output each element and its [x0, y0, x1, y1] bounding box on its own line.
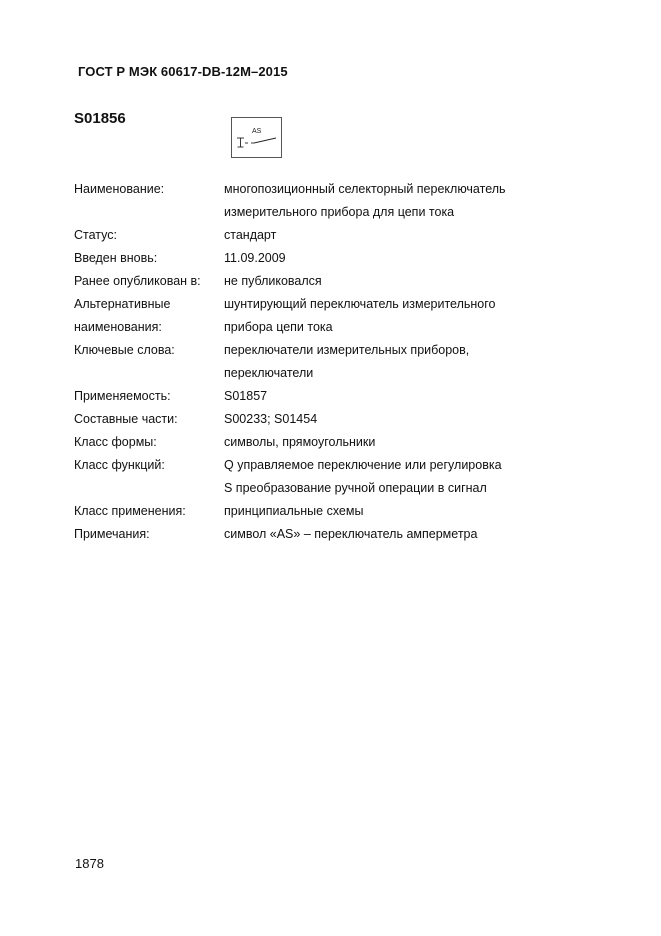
property-label-line: Класс применения: — [74, 504, 186, 518]
property-value — [224, 224, 554, 247]
property-value-line: шунтирующий переключатель измерительного — [224, 297, 496, 311]
property-label — [74, 339, 224, 385]
property-value — [224, 431, 554, 454]
property-value — [224, 247, 554, 270]
property-label-line: Класс функций: — [74, 458, 165, 472]
property-label — [74, 500, 224, 523]
property-label — [74, 454, 224, 500]
symbol-properties-table — [74, 178, 554, 546]
property-row — [74, 408, 554, 431]
property-label-line: наименования: — [74, 320, 162, 334]
property-label-line: Введен вновь: — [74, 251, 158, 265]
property-label-line: Наименование: — [74, 182, 165, 196]
property-row — [74, 454, 554, 500]
property-value-line: S01857 — [224, 389, 268, 403]
property-value-line: переключатели измерительных приборов, — [224, 343, 470, 357]
property-label-line: Примечания: — [74, 527, 150, 541]
property-row — [74, 431, 554, 454]
property-label — [74, 247, 224, 270]
property-value-line: прибора цепи тока — [224, 320, 333, 334]
property-label — [74, 385, 224, 408]
property-value-line: переключатели — [224, 366, 314, 380]
page-number: 1878 — [75, 856, 104, 871]
property-row — [74, 385, 554, 408]
property-label-line: Класс формы: — [74, 435, 157, 449]
property-label — [74, 224, 224, 247]
property-value-line: измерительного прибора для цепи тока — [224, 205, 455, 219]
property-value — [224, 178, 554, 224]
property-value — [224, 523, 554, 546]
property-row — [74, 500, 554, 523]
property-value-line: 11.09.2009 — [224, 251, 286, 265]
property-value — [224, 500, 554, 523]
property-value-line: принципиальные схемы — [224, 504, 364, 518]
property-row — [74, 224, 554, 247]
property-value-line: Q управляемое переключение или регулировка — [224, 458, 502, 472]
property-label-line: Альтернативные — [74, 297, 171, 311]
property-value-line: S00233; S01454 — [224, 412, 318, 426]
property-value-line: символы, прямоугольники — [224, 435, 376, 449]
property-label-line: Ключевые слова: — [74, 343, 175, 357]
ammeter-selector-switch-icon — [232, 118, 281, 157]
property-label — [74, 178, 224, 224]
property-label — [74, 270, 224, 293]
property-value — [224, 339, 554, 385]
property-value-line: не публиковался — [224, 274, 322, 288]
property-row — [74, 339, 554, 385]
property-label-line: Составные части: — [74, 412, 178, 426]
property-value-line: стандарт — [224, 228, 277, 242]
symbol-image-label: AS — [252, 128, 262, 135]
property-row — [74, 270, 554, 293]
symbol-image — [231, 117, 282, 158]
property-row — [74, 178, 554, 224]
property-value-line: символ «AS» – переключатель амперметра — [224, 527, 478, 541]
property-label-line: Статус: — [74, 228, 117, 242]
property-value-line: многопозиционный селекторный переключатель — [224, 182, 506, 196]
property-label — [74, 431, 224, 454]
symbol-id: S01856 — [74, 110, 126, 127]
property-label — [74, 523, 224, 546]
property-label-line: Применяемость: — [74, 389, 171, 403]
property-label — [74, 408, 224, 431]
property-value — [224, 454, 554, 500]
property-row — [74, 247, 554, 270]
property-row — [74, 293, 554, 339]
property-value — [224, 270, 554, 293]
property-value-line: S преобразование ручной операции в сигнал — [224, 481, 487, 495]
property-label — [74, 293, 224, 339]
property-value — [224, 293, 554, 339]
property-label-line: Ранее опубликован в: — [74, 274, 201, 288]
property-value — [224, 408, 554, 431]
document-header: ГОСТ Р МЭК 60617-DB-12М–2015 — [78, 64, 288, 79]
property-value — [224, 385, 554, 408]
property-row — [74, 523, 554, 546]
